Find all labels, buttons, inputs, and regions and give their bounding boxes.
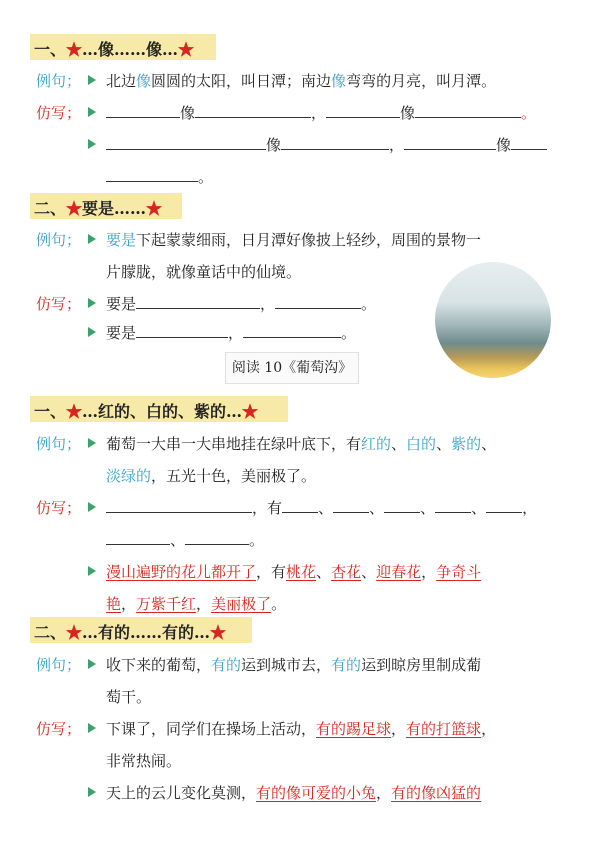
star-icon: ★ <box>242 402 259 421</box>
section-1-header: 一、★…像……像…★ <box>34 40 195 59</box>
practice-line-1: 像 ， 像 。 <box>106 102 536 123</box>
practice-label: 仿写； <box>36 499 82 517</box>
star-icon: ★ <box>66 623 83 642</box>
practice-answer: 下课了，同学们在操场上活动，有的踢足球，有的打篮球， <box>106 720 497 738</box>
star-icon: ★ <box>66 199 83 218</box>
section-2-header: 二、★要是……★ <box>34 199 163 218</box>
star-icon: ★ <box>178 40 195 59</box>
reading-title: 阅读 10《葡萄沟》 <box>225 352 359 384</box>
bullet-icon <box>88 566 96 576</box>
bullet-icon <box>88 234 96 244</box>
star-icon: ★ <box>66 402 83 421</box>
practice-answer: 漫山遍野的花儿都开了，有桃花、杏花、迎春花，争奇斗 <box>106 563 482 581</box>
bullet-icon <box>88 502 96 512</box>
example-sentence-cont: 淡绿的，五光十色，美丽极了。 <box>106 467 317 485</box>
example-sentence-cont: 萄干。 <box>106 688 152 706</box>
star-icon: ★ <box>210 623 227 642</box>
practice-label: 仿写； <box>36 104 82 122</box>
example-label: 例句； <box>36 435 82 453</box>
practice-label: 仿写； <box>36 720 82 738</box>
example-sentence-cont: 片朦胧，就像童话中的仙境。 <box>106 263 302 281</box>
practice-answer-cont: 非常热闹。 <box>106 752 182 770</box>
example-label: 例句； <box>36 656 82 674</box>
star-icon: ★ <box>146 199 163 218</box>
bullet-icon <box>88 787 96 797</box>
bullet-icon <box>88 107 96 117</box>
practice-answer-cont: 艳，万紫千红，美丽极了。 <box>106 595 287 613</box>
practice-answer-2: 天上的云儿变化莫测，有的像可爱的小兔，有的像凶猛的 <box>106 784 482 802</box>
bullet-icon <box>88 327 96 337</box>
practice-line-1: 要是 ， 。 <box>106 295 377 313</box>
section-3-header: 一、★…红的、白的、紫的…★ <box>34 402 259 421</box>
example-sentence: 葡萄一大串一大串地挂在绿叶底下，有红的、白的、紫的、 <box>106 435 497 453</box>
example-sentence: 北边像圆圆的太阳，叫日潭；南边像弯弯的月亮，叫月潭。 <box>106 72 497 90</box>
practice-line-2-cont: 。 <box>106 166 213 187</box>
practice-line-2: 要是 ， 。 <box>106 324 357 342</box>
lake-sunset-photo <box>435 262 551 378</box>
practice-line-1: ，有 、 、 、 、 ， <box>106 497 537 518</box>
bullet-icon <box>88 659 96 669</box>
bullet-icon <box>88 298 96 308</box>
star-icon: ★ <box>66 40 83 59</box>
bullet-icon <box>88 723 96 733</box>
practice-line-1-cont: 、 。 <box>106 529 264 550</box>
example-sentence: 要是下起蒙蒙细雨，日月潭好像披上轻纱，周围的景物一 <box>106 231 482 249</box>
practice-label: 仿写； <box>36 295 82 313</box>
section-4-header: 二、★…有的……有的…★ <box>34 623 227 642</box>
example-sentence: 收下来的葡萄，有的运到城市去，有的运到晾房里制成葡 <box>106 656 482 674</box>
example-label: 例句； <box>36 231 82 249</box>
bullet-icon <box>88 139 96 149</box>
practice-line-2: 像 ， 像 <box>106 134 547 155</box>
bullet-icon <box>88 438 96 448</box>
bullet-icon <box>88 75 96 85</box>
example-label: 例句； <box>36 72 82 90</box>
